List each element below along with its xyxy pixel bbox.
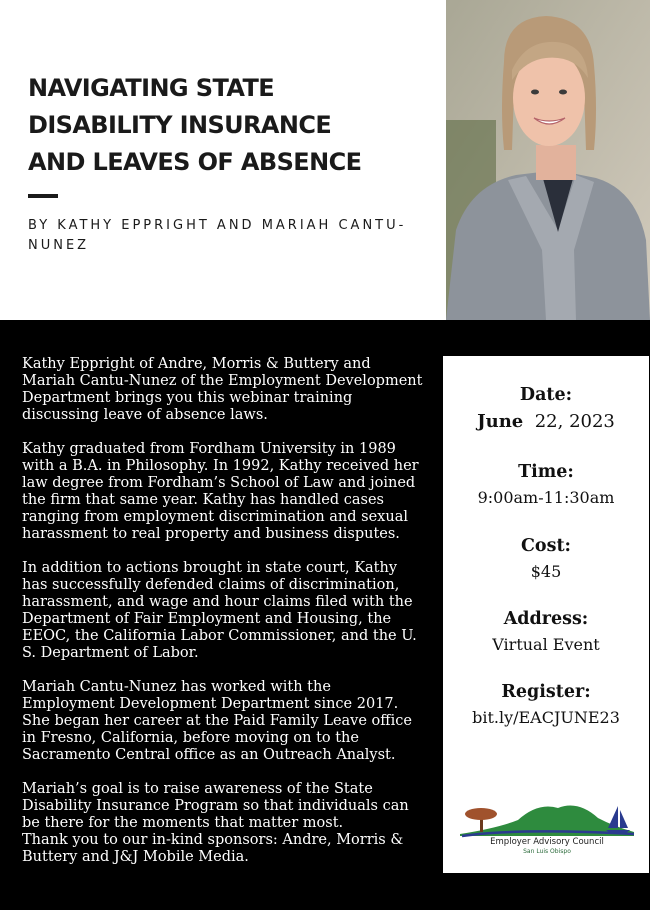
address-value: Virtual Event <box>492 635 600 654</box>
date-block <box>443 384 649 433</box>
date-day: 22, 2023 <box>534 411 615 432</box>
header-panel <box>0 0 650 320</box>
register-label: Register: <box>501 682 591 702</box>
paragraph-mariah-goal: Mariah’s goal is to raise awareness of the State Disability Insurance Program so that individuals can be there for the moments that matter most. <box>22 781 409 831</box>
paragraph-sponsors: Thank you to our in-kind sponsors: Andre, Morris & Buttery and J&J Mobile Media. <box>22 832 404 865</box>
cost-value: $45 <box>530 562 562 581</box>
address-block <box>443 608 649 656</box>
time-value: 9:00am-11:30am <box>477 488 615 507</box>
time-label: Time: <box>518 462 574 482</box>
date-label: Date: <box>519 385 573 405</box>
title-line-1: NAVIGATING STATE <box>28 74 275 102</box>
page-title <box>28 70 428 181</box>
title-divider <box>28 194 58 198</box>
paragraph-intro: Kathy Eppright of Andre, Morris & Buttery and Mariah Cantu-Nunez of the Employment Development Department brings you this webinar training discussing leave of absence laws. <box>22 356 423 423</box>
eac-logo <box>458 798 636 858</box>
date-value <box>443 411 649 433</box>
logo-subtitle: San Luis Obispo <box>523 848 571 855</box>
title-line-2: DISABILITY INSURANCE <box>28 111 332 139</box>
cost-label: Cost: <box>521 536 571 556</box>
logo-name: Employer Advisory Council <box>490 837 604 847</box>
register-block <box>443 681 649 729</box>
title-line-3: AND LEAVES OF ABSENCE <box>28 148 362 176</box>
event-details-card <box>443 356 649 873</box>
register-link[interactable]: bit.ly/EACJUNE23 <box>472 708 620 727</box>
cost-block <box>443 535 649 583</box>
date-month: June <box>477 411 524 432</box>
paragraph-kathy-bio: Kathy graduated from Fordham University in 1989 with a B.A. in Philosophy. In 1992, Kathy received her law degree from Fordham’s School of Law and joined the firm that same year. Kathy has handled cases ranging from employment discrimination and sexual harassment to real property and business disputes. <box>22 441 419 542</box>
speaker-photo <box>446 0 650 320</box>
paragraph-mariah-bio: Mariah Cantu-Nunez has worked with the Employment Development Department since 2017. She began her career at the Paid Family Leave office in Fresno, California, before moving on to the Sacramento Central office as an Outreach Analyst. <box>22 679 412 763</box>
paragraph-kathy-cases: In addition to actions brought in state court, Kathy has successfully defended claims of discrimination, harassment, and wage and hour claims filed with the Department of Fair Employment and Housing, the EEOC, the California Labor Commissioner, and the U. S. Department of Labor. <box>22 560 417 661</box>
time-block <box>443 461 649 509</box>
address-label: Address: <box>503 609 589 629</box>
description <box>22 356 426 883</box>
byline: BY KATHY EPPRIGHT AND MARIAH CANTU-NUNEZ <box>28 218 407 253</box>
